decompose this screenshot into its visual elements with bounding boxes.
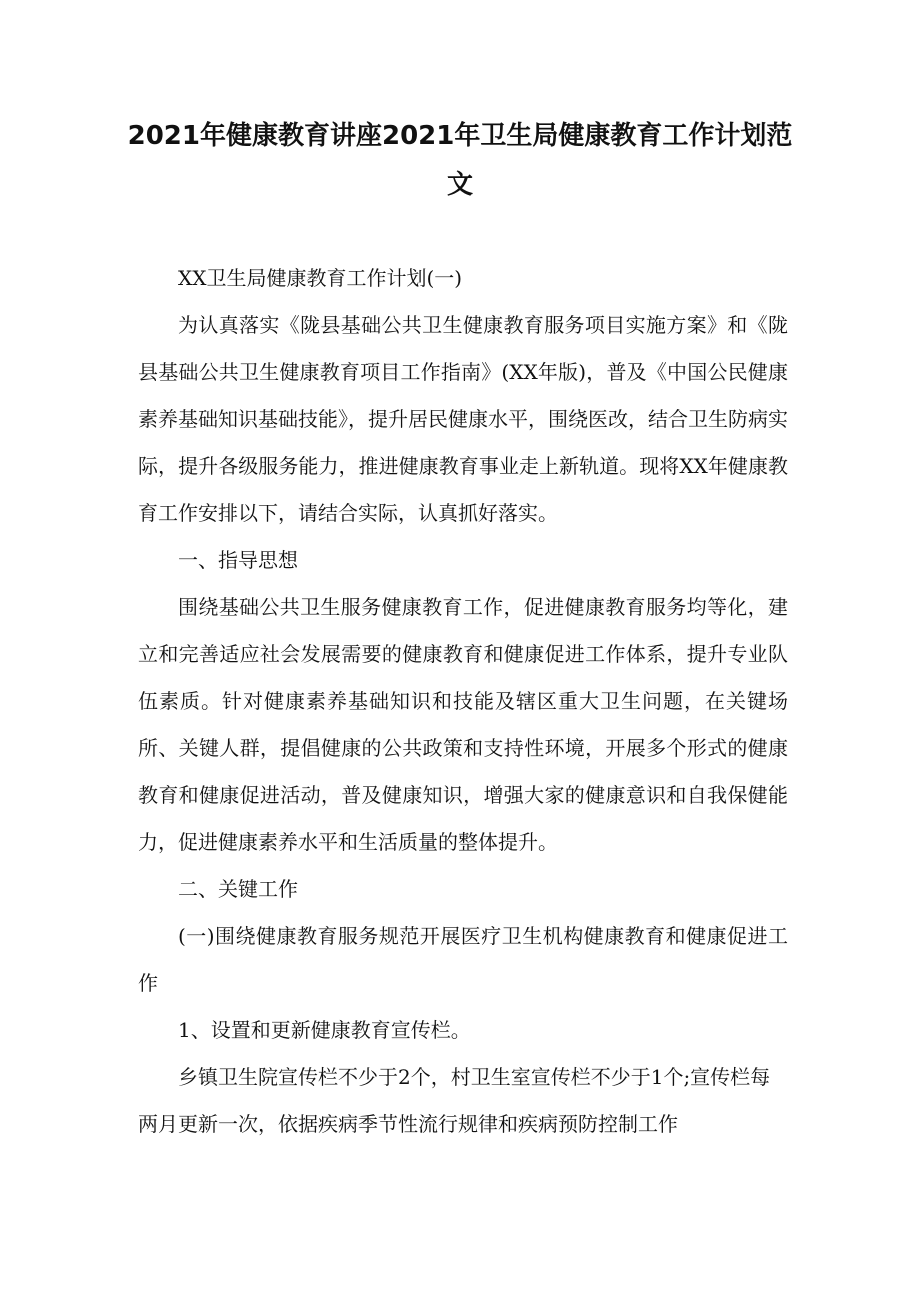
paragraph-plan-heading: XX卫生局健康教育工作计划(一) xyxy=(178,266,463,290)
paragraph-bulletin-board: 乡镇卫生院宣传栏不少于2个，村卫生室宣传栏不少于1个;宣传栏每两月更新一次，依据疾病季节性流行规律和疾病预防控制工作 xyxy=(138,1065,771,1136)
paragraph-guiding-thought: 围绕基础公共卫生服务健康教育工作，促进健康教育服务均等化，建立和完善适应社会发展需要的健康教育和健康促进工作体系，提升专业队伍素质。针对健康素养基础知识和技能及辖区重大卫生问题，在关键场所、关键人群，提倡健康的公共政策和支持性环境，开展多个形式的健康教育和健康促进活动，普及健康知识，增强大家的健康意识和自我保健能力，促进健康素养水平和生活质量的整体提升。 xyxy=(138,595,788,854)
section-heading-key-work: 二、关键工作 xyxy=(178,877,298,901)
subsection-heading-one: (一)围绕健康教育服务规范开展医疗卫生机构健康教育和健康促进工作 xyxy=(138,924,788,995)
paragraph-intro: 为认真落实《陇县基础公共卫生健康教育服务项目实施方案》和《陇县基础公共卫生健康教育项目工作指南》(XX年版)，普及《中国公民健康素养基础知识基础技能》，提升居民健康水平，围绕医改，结合卫生防病实际，提升各级服务能力，推进健康教育事业走上新轨道。现将XX年健康教育工作安排以下，请结合实际，认真抓好落实。 xyxy=(138,313,788,525)
section-heading-guiding-thought: 一、指导思想 xyxy=(178,548,298,572)
item-heading-bulletin-board: 1、设置和更新健康教育宣传栏。 xyxy=(178,1018,471,1042)
document-title: 2021年健康教育讲座2021年卫生局健康教育工作计划范文 xyxy=(127,121,793,200)
document-body xyxy=(138,255,788,1148)
